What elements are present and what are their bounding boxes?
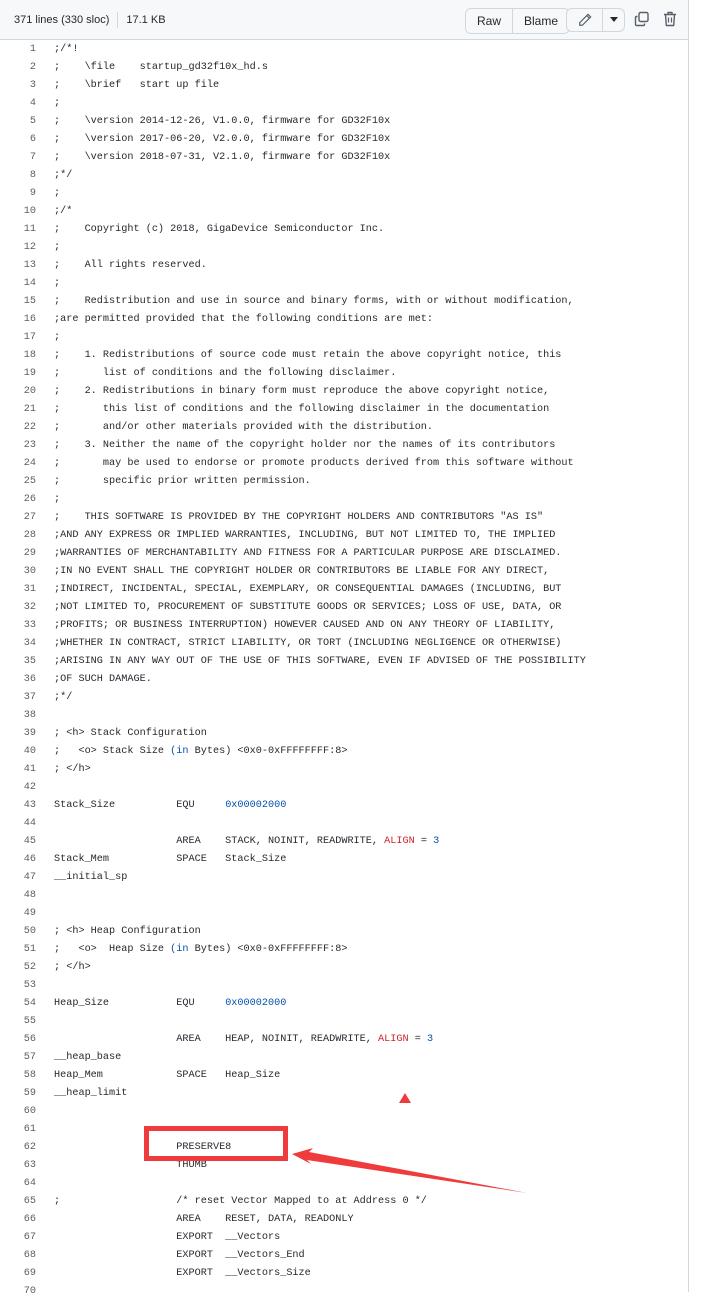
pencil-icon bbox=[578, 13, 592, 27]
code-text: ; All rights reserved. bbox=[54, 260, 207, 271]
line-number[interactable]: 8 bbox=[29, 170, 36, 181]
code-text: ; 2. Redistributions in binary form must reproduce the above copyright notice, bbox=[54, 386, 550, 397]
code-text: ;are permitted provided that the following conditions are met: bbox=[54, 314, 434, 325]
code-line bbox=[0, 977, 688, 995]
code-text: __initial_sp bbox=[54, 872, 128, 883]
code-text: ; /* reset Vector Mapped to at Address 0 */ bbox=[54, 1196, 427, 1207]
code-line bbox=[0, 689, 688, 707]
code-line bbox=[0, 113, 688, 131]
code-text: ;INDIRECT, INCIDENTAL, SPECIAL, EXEMPLARY, OR CONSEQUENTIAL DAMAGES (INCLUDING, BUT bbox=[54, 584, 562, 595]
code-line bbox=[0, 959, 688, 977]
line-number[interactable]: 9 bbox=[29, 188, 36, 199]
code-line bbox=[0, 1013, 688, 1031]
code-line bbox=[0, 923, 688, 941]
line-number[interactable]: 1 bbox=[29, 44, 36, 55]
line-number[interactable]: 67 bbox=[23, 1232, 36, 1243]
code-text: ; this list of conditions and the following disclaimer in the documentation bbox=[54, 404, 550, 415]
code-text: ; Redistribution and use in source and binary forms, with or without modification, bbox=[54, 296, 574, 307]
code-line bbox=[0, 347, 688, 365]
code-token: (in bbox=[170, 944, 189, 955]
code-line bbox=[0, 617, 688, 635]
code-line bbox=[0, 257, 688, 275]
code-line bbox=[0, 725, 688, 743]
line-number[interactable]: 14 bbox=[23, 278, 36, 289]
line-number[interactable]: 4 bbox=[29, 98, 36, 109]
code-line bbox=[0, 311, 688, 329]
raw-button[interactable]: Raw bbox=[466, 9, 512, 33]
annotation-highlight-box bbox=[144, 1126, 288, 1161]
code-line bbox=[0, 779, 688, 797]
line-number[interactable]: 38 bbox=[23, 710, 36, 721]
line-number[interactable]: 5 bbox=[29, 116, 36, 127]
code-line bbox=[0, 1103, 688, 1121]
code-line bbox=[0, 491, 688, 509]
code-token: Bytes) <0x0-0xFFFFFFFF:8> bbox=[188, 746, 348, 757]
line-number[interactable]: 25 bbox=[23, 476, 36, 487]
code-line bbox=[0, 761, 688, 779]
code-line bbox=[0, 1049, 688, 1067]
code-line bbox=[0, 653, 688, 671]
line-number[interactable]: 24 bbox=[23, 458, 36, 469]
code-listing bbox=[0, 41, 688, 1301]
code-text bbox=[36, 1031, 433, 1049]
line-number[interactable]: 30 bbox=[23, 566, 36, 577]
code-text bbox=[36, 905, 54, 923]
code-line bbox=[0, 455, 688, 473]
code-text: ; list of conditions and the following disclaimer. bbox=[54, 368, 397, 379]
code-text: ; may be used to endorse or promote products derived from this software without bbox=[54, 458, 574, 469]
code-text: ; bbox=[54, 278, 61, 289]
line-number[interactable]: 53 bbox=[23, 980, 36, 991]
code-text bbox=[36, 977, 54, 995]
code-text bbox=[36, 707, 54, 725]
line-number[interactable]: 36 bbox=[23, 674, 36, 685]
code-text: ; \version 2017-06-20, V2.0.0, firmware for GD32F10x bbox=[54, 134, 391, 145]
line-number[interactable]: 58 bbox=[23, 1070, 36, 1081]
code-line bbox=[0, 1229, 688, 1247]
line-number[interactable]: 12 bbox=[23, 242, 36, 253]
code-line bbox=[0, 1157, 688, 1175]
line-number[interactable]: 59 bbox=[23, 1088, 36, 1099]
code-line bbox=[0, 167, 688, 185]
line-number[interactable]: 37 bbox=[23, 692, 36, 703]
code-text: ; 3. Neither the name of the copyright holder nor the names of its contributors bbox=[54, 440, 556, 451]
code-text bbox=[36, 1121, 54, 1139]
code-line bbox=[0, 833, 688, 851]
line-number[interactable]: 65 bbox=[23, 1196, 36, 1207]
code-text: Stack_Mem SPACE Stack_Size bbox=[54, 854, 287, 865]
line-number[interactable]: 2 bbox=[29, 62, 36, 73]
code-line bbox=[0, 797, 688, 815]
code-text: ; THIS SOFTWARE IS PROVIDED BY THE COPYRIGHT HOLDERS AND CONTRIBUTORS "AS IS" bbox=[54, 512, 544, 523]
code-line bbox=[0, 1211, 688, 1229]
code-line bbox=[0, 419, 688, 437]
code-text: ;PROFITS; OR BUSINESS INTERRUPTION) HOWEVER CAUSED AND ON ANY THEORY OF LIABILITY, bbox=[54, 620, 556, 631]
code-text bbox=[36, 887, 54, 905]
line-number[interactable]: 62 bbox=[23, 1142, 36, 1153]
line-number[interactable]: 29 bbox=[23, 548, 36, 559]
line-number[interactable]: 47 bbox=[23, 872, 36, 883]
code-text: ;IN NO EVENT SHALL THE COPYRIGHT HOLDER OR CONTRIBUTORS BE LIABLE FOR ANY DIRECT, bbox=[54, 566, 550, 577]
code-line bbox=[0, 995, 688, 1013]
code-line bbox=[0, 149, 688, 167]
code-line bbox=[0, 1031, 688, 1049]
code-line bbox=[0, 527, 688, 545]
code-text: ;WARRANTIES OF MERCHANTABILITY AND FITNESS FOR A PARTICULAR PURPOSE ARE DISCLAIMED. bbox=[54, 548, 562, 559]
line-number[interactable]: 66 bbox=[23, 1214, 36, 1225]
code-text: ; bbox=[54, 242, 61, 253]
line-number[interactable]: 10 bbox=[23, 206, 36, 217]
code-line bbox=[0, 635, 688, 653]
line-number[interactable]: 23 bbox=[23, 440, 36, 451]
code-text bbox=[36, 797, 286, 815]
code-line bbox=[0, 887, 688, 905]
code-text: AREA RESET, DATA, READONLY bbox=[54, 1214, 354, 1225]
code-token: 0x00002000 bbox=[225, 800, 287, 811]
code-line bbox=[0, 869, 688, 887]
code-line bbox=[0, 329, 688, 347]
code-token: = bbox=[414, 836, 434, 847]
edit-group bbox=[566, 8, 625, 32]
code-line bbox=[0, 1193, 688, 1211]
code-text: EXPORT __Vectors_Size bbox=[54, 1268, 311, 1279]
line-number[interactable]: 41 bbox=[23, 764, 36, 775]
copy-button[interactable] bbox=[633, 10, 651, 28]
code-token: AREA STACK, NOINIT, READWRITE, bbox=[54, 836, 385, 847]
copy-icon bbox=[634, 11, 650, 27]
code-text: ; bbox=[54, 98, 61, 109]
line-number[interactable]: 60 bbox=[23, 1106, 36, 1117]
code-text: ; bbox=[54, 494, 61, 505]
code-text: ;AND ANY EXPRESS OR IMPLIED WARRANTIES, INCLUDING, BUT NOT LIMITED TO, THE IMPLIED bbox=[54, 530, 556, 541]
line-number[interactable]: 61 bbox=[23, 1124, 36, 1135]
code-text bbox=[36, 815, 54, 833]
divider bbox=[117, 12, 118, 28]
code-line bbox=[0, 1265, 688, 1283]
code-line bbox=[0, 509, 688, 527]
code-token: 3 bbox=[426, 1034, 434, 1045]
code-token: ; <o> Stack Size bbox=[54, 746, 171, 757]
code-line bbox=[0, 131, 688, 149]
code-text: ; and/or other materials provided with the distribution. bbox=[54, 422, 434, 433]
line-number[interactable]: 48 bbox=[23, 890, 36, 901]
code-text: Heap_Mem SPACE Heap_Size bbox=[54, 1070, 281, 1081]
line-number[interactable]: 40 bbox=[23, 746, 36, 757]
line-number[interactable]: 55 bbox=[23, 1016, 36, 1027]
line-number[interactable]: 70 bbox=[23, 1286, 36, 1297]
line-count: 371 lines (330 sloc) bbox=[14, 14, 110, 26]
code-line bbox=[0, 221, 688, 239]
delete-button[interactable] bbox=[661, 10, 679, 28]
code-line bbox=[0, 203, 688, 221]
code-text: ;ARISING IN ANY WAY OUT OF THE USE OF THIS SOFTWARE, EVEN IF ADVISED OF THE POSSIBILITY bbox=[54, 656, 586, 667]
line-number[interactable]: 6 bbox=[29, 134, 36, 145]
code-text: ;/* bbox=[54, 206, 73, 217]
code-line bbox=[0, 383, 688, 401]
code-text bbox=[36, 833, 439, 851]
line-number[interactable]: 42 bbox=[23, 782, 36, 793]
line-number[interactable]: 45 bbox=[23, 836, 36, 847]
code-text: ;WHETHER IN CONTRACT, STRICT LIABILITY, OR TORT (INCLUDING NEGLIGENCE OR OTHERWISE) bbox=[54, 638, 562, 649]
code-line bbox=[0, 941, 688, 959]
code-token: (in bbox=[170, 746, 189, 757]
code-text: ;*/ bbox=[54, 692, 73, 703]
code-text bbox=[36, 1175, 54, 1193]
line-number[interactable]: 35 bbox=[23, 656, 36, 667]
blame-button[interactable]: Blame bbox=[512, 9, 569, 33]
code-text: __heap_base bbox=[54, 1052, 122, 1063]
file-info bbox=[14, 12, 166, 28]
code-line bbox=[0, 743, 688, 761]
line-number[interactable]: 3 bbox=[29, 80, 36, 91]
code-line bbox=[0, 707, 688, 725]
code-text bbox=[36, 779, 54, 797]
code-text: THUMB bbox=[54, 1160, 207, 1171]
line-number[interactable]: 34 bbox=[23, 638, 36, 649]
line-number[interactable]: 21 bbox=[23, 404, 36, 415]
line-number[interactable]: 52 bbox=[23, 962, 36, 973]
code-line bbox=[0, 1139, 688, 1157]
code-line bbox=[0, 905, 688, 923]
file-size: 17.1 KB bbox=[126, 14, 166, 26]
code-text: EXPORT __Vectors_End bbox=[54, 1250, 305, 1261]
code-text: ;/*! bbox=[54, 44, 79, 55]
code-line bbox=[0, 1121, 688, 1139]
edit-dropdown-button[interactable] bbox=[603, 9, 624, 31]
code-token: AREA HEAP, NOINIT, READWRITE, bbox=[54, 1034, 379, 1045]
code-text: ; \brief start up file bbox=[54, 80, 220, 91]
code-text: __heap_limit bbox=[54, 1088, 128, 1099]
line-number[interactable]: 15 bbox=[23, 296, 36, 307]
line-number[interactable]: 39 bbox=[23, 728, 36, 739]
code-text: ; bbox=[54, 188, 61, 199]
code-line bbox=[0, 1067, 688, 1085]
code-text: ;OF SUCH DAMAGE. bbox=[54, 674, 152, 685]
code-text bbox=[36, 743, 347, 761]
code-text bbox=[36, 1013, 54, 1031]
line-number[interactable]: 51 bbox=[23, 944, 36, 955]
code-token: ; <h> Stack Configuration bbox=[54, 728, 207, 739]
code-text: PRESERVE8 bbox=[54, 1142, 232, 1153]
line-number[interactable]: 11 bbox=[23, 224, 36, 235]
line-number[interactable]: 33 bbox=[23, 620, 36, 631]
file-header bbox=[0, 0, 688, 40]
code-token: ALIGN bbox=[384, 836, 415, 847]
code-text bbox=[36, 1283, 54, 1301]
line-number[interactable]: 44 bbox=[23, 818, 36, 829]
line-number[interactable]: 64 bbox=[23, 1178, 36, 1189]
line-number[interactable]: 13 bbox=[23, 260, 36, 271]
code-text bbox=[36, 941, 347, 959]
line-number[interactable]: 20 bbox=[23, 386, 36, 397]
line-number[interactable]: 32 bbox=[23, 602, 36, 613]
code-line bbox=[0, 239, 688, 257]
code-text bbox=[36, 1103, 54, 1121]
code-token: Stack_Size EQU bbox=[54, 800, 226, 811]
line-number[interactable]: 43 bbox=[23, 800, 36, 811]
line-number[interactable]: 19 bbox=[23, 368, 36, 379]
code-line bbox=[0, 1085, 688, 1103]
code-text: ; \version 2014-12-26, V1.0.0, firmware for GD32F10x bbox=[54, 116, 391, 127]
code-text: ;NOT LIMITED TO, PROCUREMENT OF SUBSTITUTE GOODS OR SERVICES; LOSS OF USE, DATA, OR bbox=[54, 602, 562, 613]
code-text: ; </h> bbox=[54, 962, 91, 973]
code-line bbox=[0, 545, 688, 563]
code-text: ; Copyright (c) 2018, GigaDevice Semiconductor Inc. bbox=[54, 224, 385, 235]
line-number[interactable]: 22 bbox=[23, 422, 36, 433]
code-line bbox=[0, 185, 688, 203]
trash-icon bbox=[663, 11, 677, 27]
code-line bbox=[0, 293, 688, 311]
code-text: ; specific prior written permission. bbox=[54, 476, 311, 487]
code-line bbox=[0, 851, 688, 869]
line-number[interactable]: 56 bbox=[23, 1034, 36, 1045]
code-line bbox=[0, 599, 688, 617]
line-number[interactable]: 27 bbox=[23, 512, 36, 523]
line-number[interactable]: 28 bbox=[23, 530, 36, 541]
code-line bbox=[0, 41, 688, 59]
line-number[interactable]: 50 bbox=[23, 926, 36, 937]
line-number[interactable]: 26 bbox=[23, 494, 36, 505]
code-text: ; \file startup_gd32f10x_hd.s bbox=[54, 62, 268, 73]
code-text: EXPORT __Vectors bbox=[54, 1232, 281, 1243]
code-token: Heap_Size EQU bbox=[54, 998, 226, 1009]
edit-button[interactable] bbox=[567, 9, 603, 31]
code-line bbox=[0, 815, 688, 833]
code-text: ; <h> Heap Configuration bbox=[54, 926, 201, 937]
code-text: ; \version 2018-07-31, V2.1.0, firmware for GD32F10x bbox=[54, 152, 391, 163]
code-text: ; </h> bbox=[54, 764, 91, 775]
code-line bbox=[0, 581, 688, 599]
line-number[interactable]: 7 bbox=[29, 152, 36, 163]
code-token: ALIGN bbox=[378, 1034, 409, 1045]
code-text: ; bbox=[54, 332, 61, 343]
line-number[interactable]: 18 bbox=[23, 350, 36, 361]
code-line bbox=[0, 95, 688, 113]
raw-blame-group bbox=[465, 8, 570, 34]
code-line bbox=[0, 1175, 688, 1193]
chevron-down-icon bbox=[610, 17, 618, 23]
line-number[interactable]: 49 bbox=[23, 908, 36, 919]
code-line bbox=[0, 401, 688, 419]
code-line bbox=[0, 473, 688, 491]
code-token: = bbox=[408, 1034, 427, 1045]
code-line bbox=[0, 275, 688, 293]
line-number[interactable]: 31 bbox=[23, 584, 36, 595]
code-text bbox=[36, 995, 286, 1013]
code-line bbox=[0, 671, 688, 689]
line-number[interactable]: 63 bbox=[23, 1160, 36, 1171]
code-text: ; 1. Redistributions of source code must retain the above copyright notice, this bbox=[54, 350, 562, 361]
code-line bbox=[0, 563, 688, 581]
line-number[interactable]: 16 bbox=[23, 314, 36, 325]
code-token: 0x00002000 bbox=[225, 998, 287, 1009]
code-text: ;*/ bbox=[54, 170, 73, 181]
line-number[interactable]: 46 bbox=[23, 854, 36, 865]
line-number[interactable]: 17 bbox=[23, 332, 36, 343]
line-number[interactable]: 57 bbox=[23, 1052, 36, 1063]
code-line bbox=[0, 365, 688, 383]
code-line bbox=[0, 1247, 688, 1265]
code-token: Bytes) <0x0-0xFFFFFFFF:8> bbox=[188, 944, 348, 955]
line-number[interactable]: 54 bbox=[23, 998, 36, 1009]
code-line bbox=[0, 437, 688, 455]
code-text bbox=[36, 725, 207, 743]
code-line bbox=[0, 77, 688, 95]
code-line bbox=[0, 1283, 688, 1301]
code-line bbox=[0, 59, 688, 77]
line-number[interactable]: 69 bbox=[23, 1268, 36, 1279]
code-token: 3 bbox=[433, 836, 440, 847]
code-token: ; <o> Heap Size bbox=[54, 944, 171, 955]
line-number[interactable]: 68 bbox=[23, 1250, 36, 1261]
